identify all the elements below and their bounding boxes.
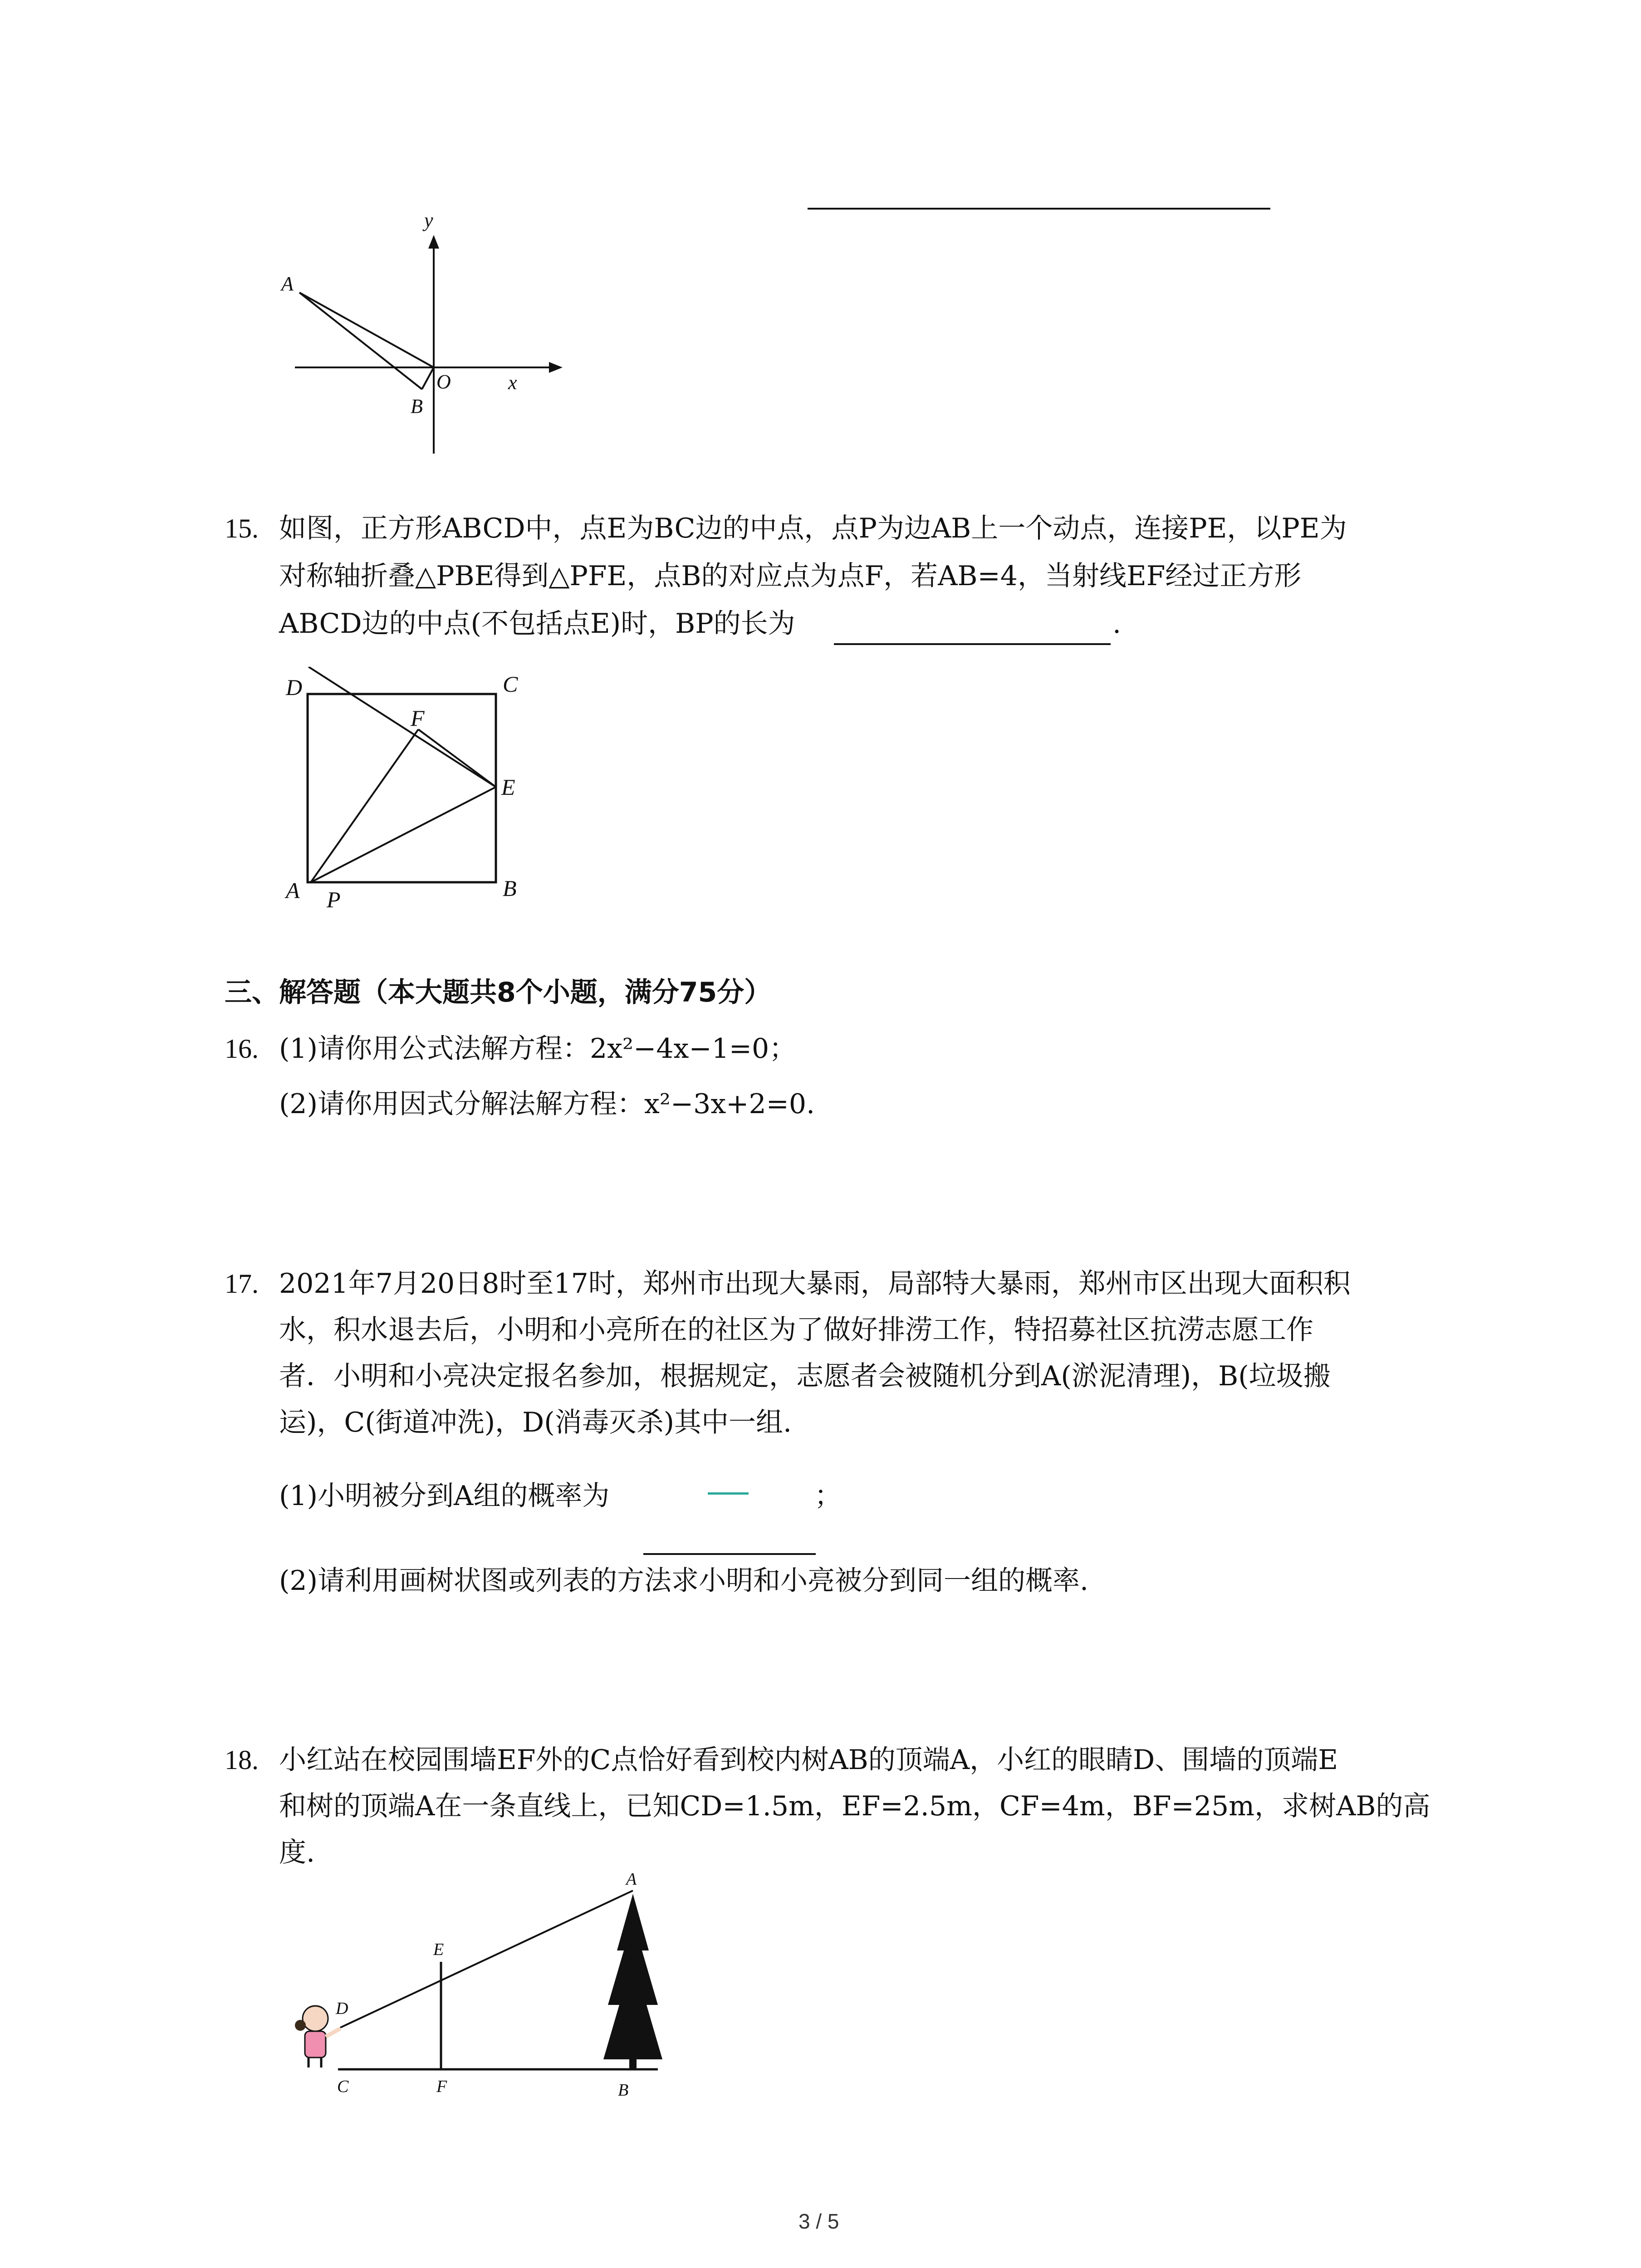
- q15-label-c: C: [503, 671, 518, 697]
- q17-number: 17.: [225, 1269, 259, 1299]
- q16-number: 16.: [225, 1034, 259, 1064]
- q17-line-2: 水，积水退去后，小明和小亮所在的社区为了做好排涝工作，特招募社区抗涝志愿工作: [279, 1314, 1313, 1346]
- q14-point-b-label: B: [411, 395, 423, 417]
- q15-label-p: P: [327, 887, 341, 912]
- q18-line-1: 小红站在校园围墙EF外的C点恰好看到校内树AB的顶端A，小红的眼睛D、围墙的顶端E: [279, 1744, 1338, 1776]
- q15-square-figure: [272, 667, 554, 921]
- q15-label-e: E: [501, 774, 515, 800]
- q16-part-2: (2)请你用因式分解法解方程：x²−3x+2=0.: [279, 1088, 815, 1120]
- q18-label-f: F: [436, 2077, 447, 2096]
- section-3-heading: 三、解答题（本大题共8个小题，满分75分）: [225, 977, 772, 1008]
- q15-label-a: A: [286, 878, 300, 903]
- q15-end-punct: .: [1112, 608, 1122, 640]
- q18-label-b: B: [618, 2081, 629, 2100]
- q15-line-2: 对称轴折叠△PBE得到△PFE，点B的对应点为点F，若AB=4，当射线EF经过正方形: [279, 560, 1302, 592]
- q15-number: 15.: [225, 513, 259, 543]
- q14-answer-blank[interactable]: [808, 208, 1270, 210]
- q15-label-b: B: [503, 875, 517, 901]
- q15-label-d: D: [286, 675, 303, 700]
- q14-origin-label: O: [436, 371, 451, 393]
- q18-number: 18.: [225, 1745, 259, 1775]
- q17-answer-blank[interactable]: [643, 1553, 816, 1555]
- q17-part-2: (2)请利用画树状图或列表的方法求小明和小亮被分到同一组的概率.: [279, 1565, 1089, 1597]
- q18-label-d: D: [336, 1999, 348, 2018]
- q14-x-label: x: [508, 371, 517, 394]
- q17-part-1-end: ；: [814, 1480, 842, 1512]
- q18-label-e: E: [433, 1940, 444, 1959]
- q18-line-3: 度.: [279, 1837, 315, 1868]
- q15-line-1: 如图，正方形ABCD中，点E为BC边的中点，点P为边AB上一个动点，连接PE，以PE为: [279, 513, 1347, 544]
- q18-line-2: 和树的顶端A在一条直线上，已知CD=1.5m，EF=2.5m，CF=4m，BF=25m，求树AB的高: [279, 1790, 1430, 1822]
- q17-line-3: 者．小明和小亮决定报名参加，根据规定，志愿者会被随机分到A(淤泥清理)，B(垃圾搬: [279, 1360, 1331, 1392]
- q14-y-label: y: [424, 209, 433, 231]
- q18-tree-figure: [272, 1869, 681, 2105]
- q15-line-3: ABCD边的中点(不包括点E)时，BP的长为: [279, 608, 795, 640]
- q17-fraction-bar: [708, 1492, 749, 1495]
- q17-line-1: 2021年7月20日8时至17时，郑州市出现大暴雨，局部特大暴雨，郑州市区出现大面积积: [279, 1268, 1351, 1300]
- q17-line-4: 运)，C(街道冲洗)，D(消毒灭杀)其中一组.: [279, 1407, 792, 1438]
- page-number: 3 / 5: [798, 2209, 839, 2233]
- q17-part-1: (1)小明被分到A组的概率为: [279, 1480, 610, 1512]
- q15-label-f: F: [411, 705, 425, 731]
- tree-icon: [603, 1894, 662, 2070]
- q15-answer-blank[interactable]: [834, 643, 1111, 645]
- q18-label-c: C: [337, 2077, 349, 2096]
- q14-point-a-label: A: [281, 273, 294, 295]
- girl-figure-icon: [295, 2006, 340, 2068]
- q18-label-a: A: [626, 1870, 637, 1889]
- q16-part-1: (1)请你用公式法解方程：2x²−4x−1=0；: [279, 1033, 797, 1065]
- q14-coordinate-figure: [272, 200, 590, 463]
